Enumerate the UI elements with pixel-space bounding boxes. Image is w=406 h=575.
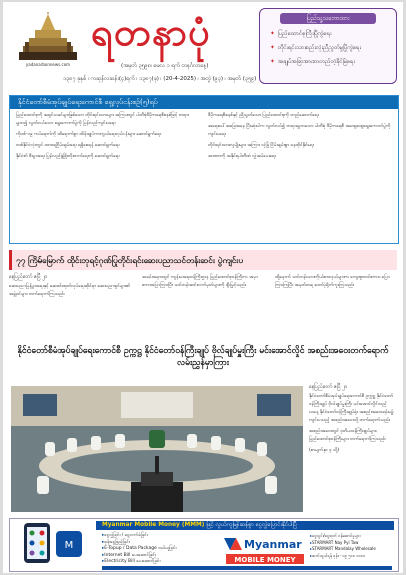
article2-column (142, 274, 264, 293)
roadmap-section-bar: နိုင်ငံတော်စီမံအုပ်ချုပ်ရေးကောင်စီ ရှေ့လုပ်ငန်းစဉ်(၅)ရပ် (10, 96, 398, 109)
ad-bottom-strip (102, 566, 392, 570)
svg-text:Myanmar: Myanmar (244, 538, 302, 551)
ad-service-item: ▸ Electricity Bill ပေးဆောင်ခြင်း (102, 559, 222, 566)
ad-info-line: ▸ STARMART Nay Pyi Taw (310, 540, 394, 547)
ad-service-item: ▸ ငွေလွှဲခြင်း / ငွေလက်ခံခြင်း (102, 533, 222, 540)
article2-column (9, 274, 131, 302)
peoples-desire-item: ✦ အချုပ်အခြာအာဏာတည်တံ့ခိုင်မြဲရေး (270, 59, 355, 65)
website-url: yadanarbonnews.com (25, 62, 71, 67)
article2-paragraph: အခမ်းအနားတွင် ကျန်းမာရေးဝန်ကြီးဌာန ပြည်ထောင်စုဝန်ကြီးက အမှာစကားပြောကြားပြီး သင်တန်းဆင်းလက်မှတ်များကို ချီးမြှင့်သည်။ (142, 275, 258, 288)
issue-line-2: ၁၃၈၇ ခုနှစ် ၊ ကဆုန်လဆန်း(၄)ရက် ၊ ၁၃၈၇(ခု) ၊ (20-4-2025) ၊ အတွဲ (၉၃) ၊ အမှတ် (၃၅၉) (63, 76, 257, 82)
ad-banner (96, 521, 394, 530)
bullet-icon: ✦ (270, 59, 275, 65)
article2-headline[interactable]: ၇၇ ကြိမ်မြောက် ထိုင်းဘုရင့်ဂုဏ်ပြုတိုင်းရင်းဆေးပညာသင်တန်းဆင်း ပွဲကျင်းပ (9, 250, 397, 270)
phone-app-icon (16, 521, 88, 565)
roadmap-item: ကိုဗစ်-၁၉ ကပ်ရောဂါကို ထိရောက်စွာ ထိန်းချုပ်ကာကွယ်ရေးလုပ်ငန်းများ ဆောင်ရွက်ရေး (16, 132, 162, 137)
ad-banner-label: Myanmar Mobile Money (MMM) (102, 522, 205, 528)
ad-info-line: ▸ ဆက်သွယ်ရန် ဖုန်း - ၀၉ ၅၀၀ ၀၀၀၀ (310, 553, 394, 560)
article2-column (275, 274, 397, 293)
ad-info-line: ▸ ငွေသွင်း/ငွေထုတ် ဝန်ဆောင်မှုများ (310, 533, 394, 540)
svg-text:MOBILE MONEY: MOBILE MONEY (234, 556, 296, 564)
ad-info-line: ▸ STARMART Mandalay Wholesale (310, 546, 394, 553)
roadmap-section (9, 95, 399, 244)
roadmap-item: နိုင်ငံ၏ စီးပွားရေး ပြန်လည်ဖွံ့ဖြိုးတိုးတက်ရေးကို ဆောင်ရွက်ရေး (16, 154, 120, 159)
issue-line-1: (အမှတ် ၃၅၉၈၊ မေလ ၁ ရက် တနင်္ဂလာနေ့) (121, 63, 209, 69)
roadmap-item: အရေးပေါ်အခြေအနေ ပြီးဆုံးပါက လွတ်လပ်၍ တရားမျှတသော ပါတီစုံ ဒီမိုကရေစီ အထွေထွေရွေးကောက်ပွဲကို ကျင်းပရေး (208, 124, 391, 137)
mobile-money-ad[interactable] (9, 518, 399, 572)
main-article-paragraph: နိုင်ငံတော်စီမံအုပ်ချုပ်ရေးကောင်စီ ဥက္ကဋ္ဌ နိုင်ငံတော်ဝန်ကြီးချုပ် ဗိုလ်ချုပ်မှူးကြီး မင်းအောင်လှိုင်သည် ယနေ့ နိုင်ငံတော်ဝန်ကြီးချုပ်ရုံး အစည်းအဝေးခန်းမ၌ ကျင်းပသည့် အစည်းအဝေးသို့ တက်ရောက်သည်။ (309, 394, 394, 423)
roadmap-item: တစ်နိုင်ငံလုံးတွင် ထာဝရငြိမ်းချမ်းရေး ရရှိစေရန် ဆောင်ရွက်ရေး (16, 143, 120, 148)
ad-service-item: ▸ Internet Bill ပေးဆောင်ခြင်း (102, 553, 222, 560)
main-article-paragraph: အစည်းအဝေးတွင် ဒုတိယဝန်ကြီးချုပ်များ၊ ပြည်ထောင်စုဝန်ကြီးများ တက်ရောက်ကြသည်။ (309, 429, 387, 442)
article2-paragraph: ထို့နောက် သင်တန်းသားကိုယ်စားလှယ်များက ကျေးဇူးတင်စကား ပြောကြားကြပြီး အမှတ်တရ ဓာတ်ပုံရိုက်ကူးကြသည်။ (275, 275, 390, 288)
main-article-text (309, 384, 397, 458)
ad-service-item: ▸ ဖုန်းငွေဖြည့်ခြင်း (102, 540, 222, 547)
svg-text:M: M (64, 540, 74, 551)
newspaper-page (3, 2, 403, 573)
roadmap-item: တိုင်းရင်းသားလူမျိုးများ အကြား လုံခြုံ ငြိမ်းချမ်းစွာ နေထိုင်နိုင်ရေး (208, 143, 314, 148)
bullet-icon: ✦ (270, 31, 275, 37)
meeting-photo (11, 386, 303, 512)
roadmap-item: အာဏာကို အနိုင်ရပါတီထံ လွှဲအပ်ပေးရေး (208, 154, 276, 159)
pagoda-emblem-icon (17, 12, 79, 62)
main-headline[interactable]: နိုင်ငံတော်စီမံအုပ်ချုပ်ရေးကောင်စီ ဥက္ကဋ္ဌ နိုင်ငံတော်ဝန်ကြီးချုပ် ဗိုလ်ချုပ်မှူးကြီး မင်းအောင်လှိုင် အစည်းအဝေးတက်ရောက် လမ်းညွှန်မှာကြား (17, 346, 389, 368)
peoples-desire-item: ✦ ပြည်ထောင်စုကြီးပြိုကွဲရေး (270, 31, 332, 37)
peoples-desire-box (259, 8, 397, 84)
article2-body (9, 274, 397, 342)
main-article-paragraph: (စာမျက်နှာ ၃ သို့) (309, 448, 340, 453)
roadmap-right-column (208, 112, 392, 240)
ad-service-list (102, 533, 222, 566)
roadmap-item: ပြည်ထောင်စုကို အရှင်သခင်များဖြစ်သော တိုင်းရင်းသားများ အကြားတွင် ပါတီစုံဒီမိုကရေစီစနစ်ဖြင့် တရားမျှတ၍ လွတ်လပ်သော ရွေးကောက်ပွဲကို ပြန်လည်ကျင်းပရေး (16, 113, 189, 126)
ad-banner-text: ဖြင့် လွယ်ကူမြန်ဆန်စွာ ငွေလွှဲပြောင်းနိုင်ပါပြီ (206, 522, 297, 528)
ad-service-item: ▸ E-Topup / Data Package ဝယ်ယူခြင်း (102, 546, 222, 553)
masthead (3, 2, 403, 94)
newspaper-title: ရတနာပုံ (91, 9, 211, 54)
ad-right-info (310, 533, 394, 559)
bullet-icon: ✦ (270, 45, 275, 51)
roadmap-left-column (16, 112, 200, 240)
peoples-desire-item: ✦ တိုင်းရင်းသားစည်းလုံးညီညွတ်မှုပြိုကွဲရေး (270, 45, 361, 51)
peoples-desire-title: ပြည်သူ့သဘောထား (280, 13, 376, 24)
myanmar-mobile-money-logo (222, 534, 306, 568)
roadmap-item: ဒီမိုကရေစီစနစ်နှင့် ညီညွတ်သော ပြည်ထောင်စုကို တည်ဆောက်ရေး (208, 113, 319, 118)
meeting-photo-image (11, 386, 303, 512)
article2-byline: နေပြည်တော် ဧပြီ ၂၀ (9, 274, 48, 280)
article2-paragraph: ဆေးပညာပြန့်ပွားရေးနှင့် ဆေးဝါးထုတ်လုပ်ရေးဆိုင်ရာ ဆေးပညာရှင်များ၏ အဖွဲ့ဝင်များ တက်ရောက်ကြသည်။ (9, 284, 131, 297)
main-article-byline: နေပြည်တော် ဧပြီ ၂၀ (309, 384, 348, 390)
